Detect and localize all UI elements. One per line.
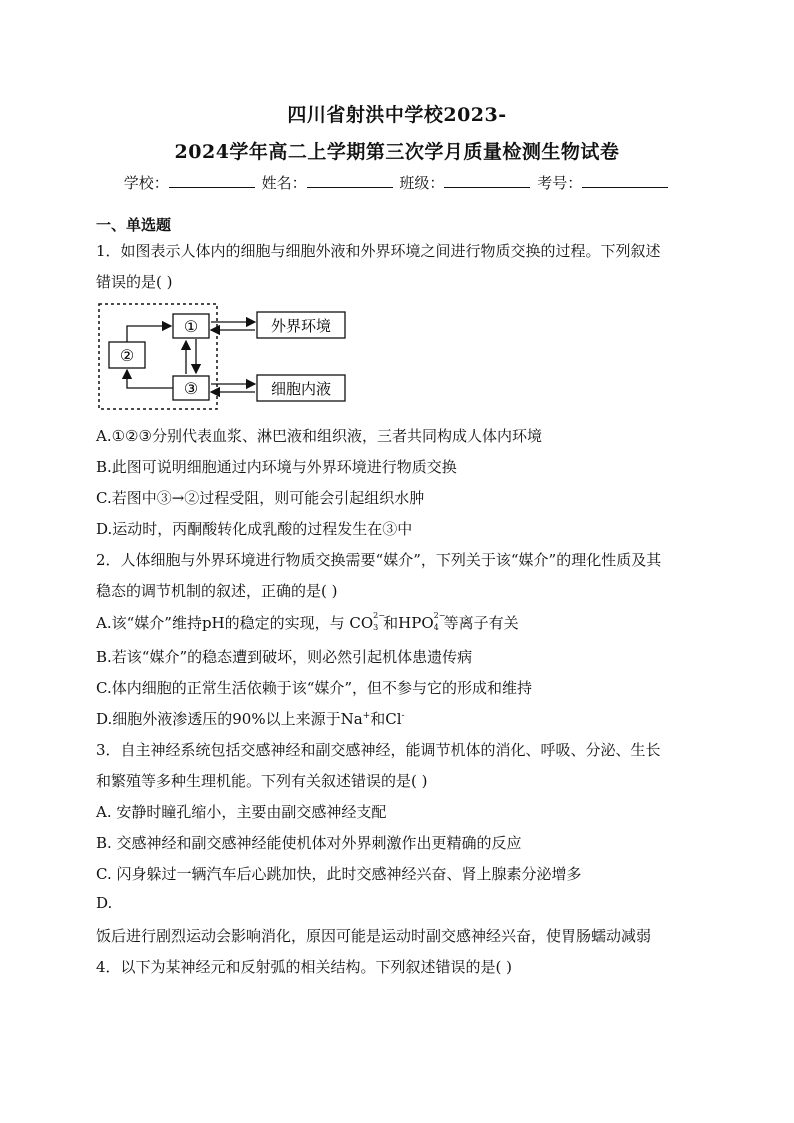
class-label: 班级： [399, 174, 445, 192]
q2-stem-line1: 2．人体细胞与外界环境进行物质交换需要“媒介”，下列关于该“媒介”的理化性质及其 [96, 551, 662, 569]
hpo4-subscript: 4 [433, 623, 439, 632]
diagram-box3-label: ③ [183, 379, 199, 398]
q2-d-text-mid: 和Cl [370, 710, 402, 728]
diagram-intracellular-label: 细胞内液 [270, 380, 332, 398]
exam-no-blank[interactable] [582, 172, 668, 188]
q1-option-a[interactable]: A.①②③分别代表血浆、淋巴液和组织液，三者共同构成人体内环境 [96, 427, 542, 445]
co3-ion [373, 611, 385, 632]
school-blank[interactable] [169, 172, 255, 188]
q1-option-d[interactable]: D.运动时，丙酮酸转化成乳酸的过程发生在③中 [96, 520, 413, 538]
q2-option-d[interactable] [96, 708, 405, 729]
doc-title-line1: 四川省射洪中学校2023- [287, 104, 507, 126]
q2-d-text-pre: D.细胞外液渗透压的90%以上来源于Na [96, 710, 363, 728]
q2-stem-line2: 稳态的调节机制的叙述，正确的是( ) [96, 582, 338, 600]
class-blank[interactable] [444, 172, 530, 188]
q3-option-d-label[interactable]: D. [96, 894, 113, 912]
co3-subscript: 3 [373, 623, 379, 632]
q1-stem-line2: 错误的是( ) [96, 273, 173, 291]
name-blank[interactable] [307, 172, 393, 188]
q3-option-b[interactable]: B. 交感神经和副交感神经能使机体对外界刺激作出更精确的反应 [96, 834, 522, 852]
cl-charge: - [401, 711, 405, 721]
co3-charge: 2− [373, 611, 385, 620]
q2-a-text-pre: A.该“媒介”维持pH的稳定的实现，与 CO [96, 614, 374, 632]
q2-option-a[interactable] [96, 612, 519, 633]
q3-option-d[interactable]: 饭后进行剧烈运动会影响消化，原因可能是运动时副交感神经兴奋，使胃肠蠕动减弱 [96, 927, 652, 945]
doc-title-line2: 2024学年高二上学期第三次学月质量检测生物试卷 [174, 141, 620, 163]
q1-option-b[interactable]: B.此图可说明细胞通过内环境与外界环境进行物质交换 [96, 458, 457, 476]
diagram-box1-label: ① [183, 317, 199, 336]
exam-no-label: 考号： [537, 174, 583, 192]
q2-a-text-mid: 和HPO [383, 614, 434, 632]
diagram-box2-label: ② [119, 346, 135, 365]
q2-option-b[interactable]: B.若该“媒介”的稳态遭到破坏，则必然引起机体患遗传病 [96, 648, 473, 666]
q3-option-c[interactable]: C. 闪身躲过一辆汽车后心跳加快，此时交感神经兴奋、肾上腺素分泌增多 [96, 865, 582, 883]
na-charge: + [362, 711, 371, 721]
name-label: 姓名： [261, 174, 307, 192]
q2-option-c[interactable]: C.体内细胞的正常生活依赖于该“媒介”，但不参与它的形成和维持 [96, 679, 533, 697]
q3-option-a[interactable]: A. 安静时瞳孔缩小，主要由副交感神经支配 [96, 803, 387, 821]
q2-a-text-post: 等离子有关 [443, 614, 519, 632]
q1-stem-line1: 1．如图表示人体内的细胞与细胞外液和外界环境之间进行物质交换的过程。下列叙述 [96, 242, 661, 260]
q1-option-c[interactable]: C.若图中③→②过程受阻，则可能会引起组织水肿 [96, 489, 425, 507]
student-info-row [0, 172, 794, 193]
hpo4-ion [433, 611, 446, 632]
hpo4-charge: 2− [433, 611, 446, 620]
q3-stem-line1: 3．自主神经系统包括交感神经和副交感神经，能调节机体的消化、呼吸、分泌、生长 [96, 741, 661, 759]
diagram-external-env-label: 外界环境 [270, 317, 332, 335]
q1-diagram [97, 302, 357, 412]
school-label: 学校： [123, 174, 169, 192]
section-heading: 一、单选题 [96, 216, 172, 234]
q3-stem-line2: 和繁殖等多种生理机能。下列有关叙述错误的是( ) [96, 772, 428, 790]
q4-stem-line1: 4．以下为某神经元和反射弧的相关结构。下列叙述错误的是( ) [96, 958, 513, 976]
